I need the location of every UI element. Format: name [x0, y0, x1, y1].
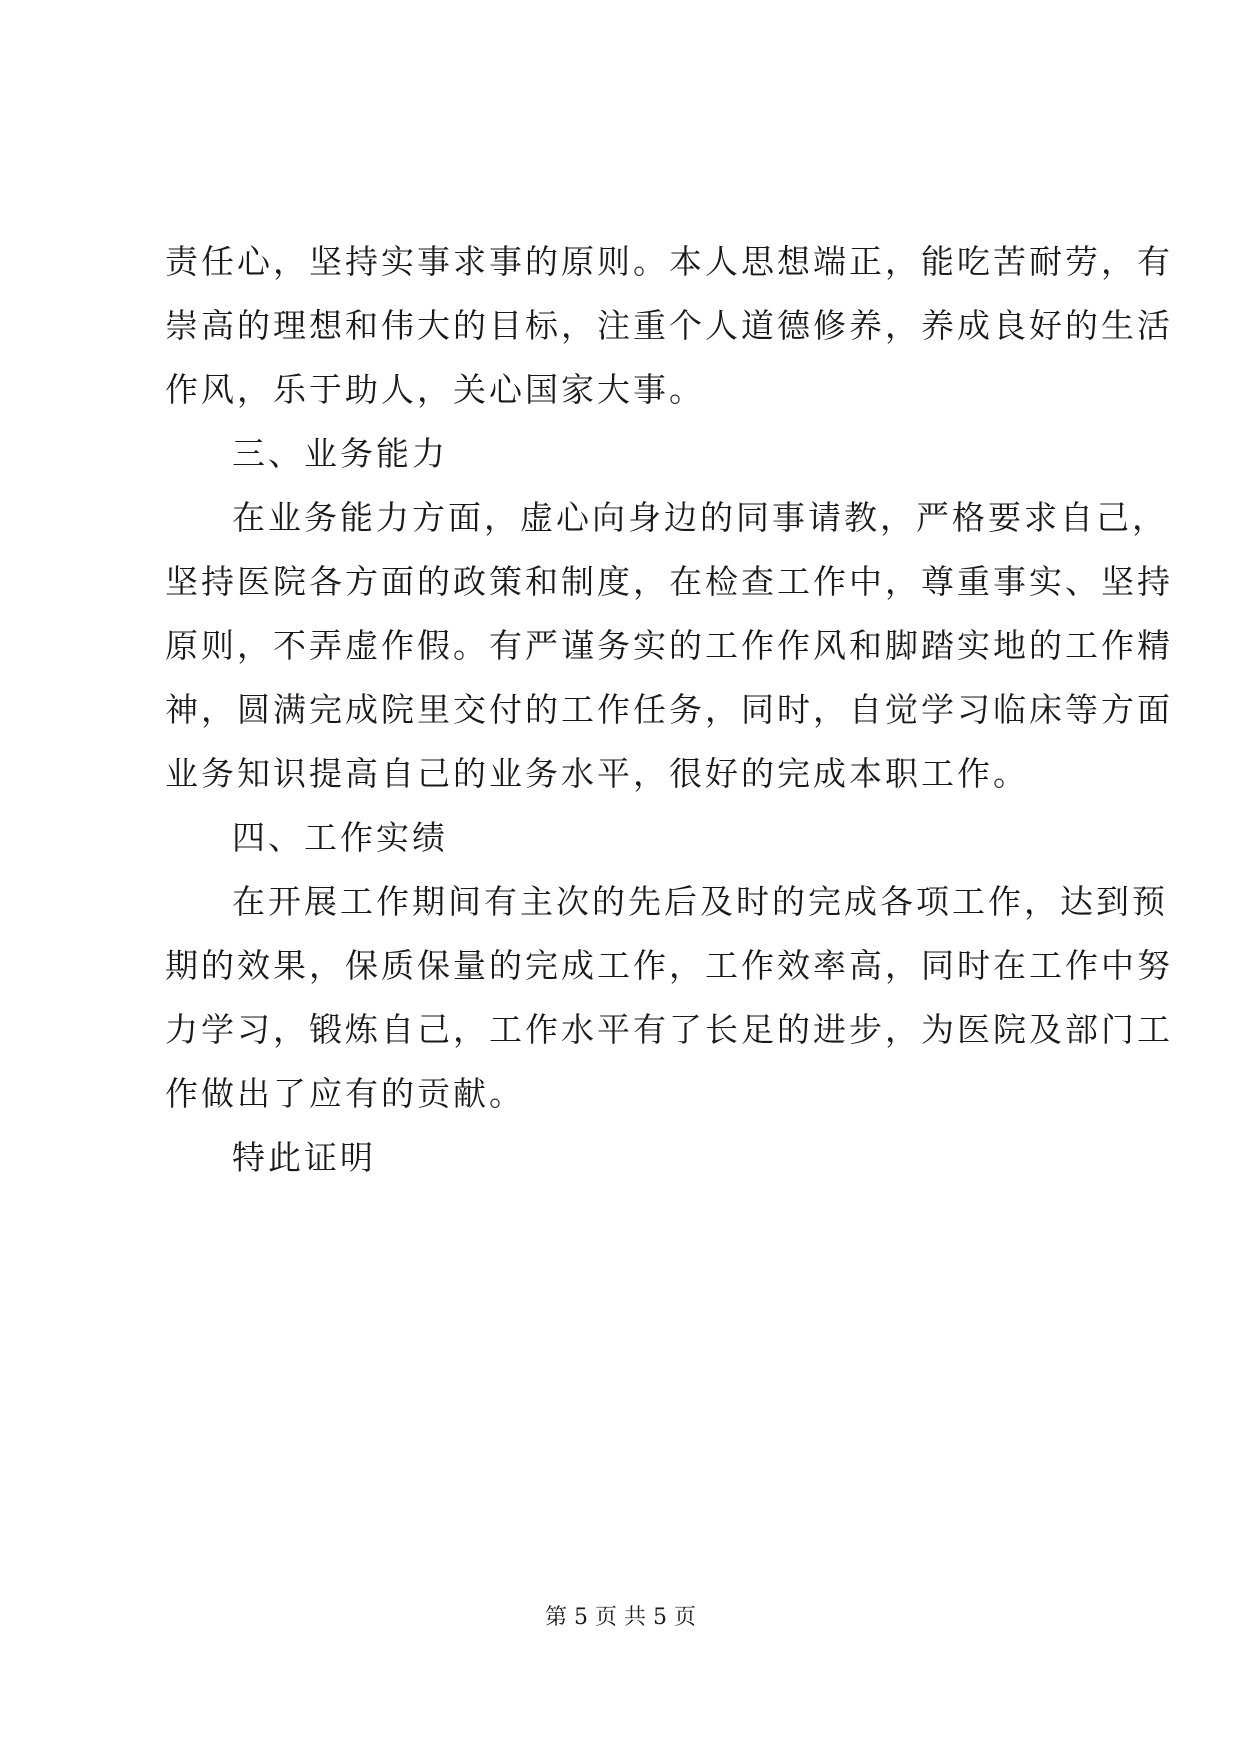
section-heading-work-performance: 四、工作实绩 — [232, 818, 448, 857]
page-footer: 第 5 页 共 5 页 — [545, 1605, 696, 1630]
body-line-6: 坚持医院各方面的政策和制度，在检查工作中，尊重事实、坚持 — [165, 562, 1173, 601]
body-line-14: 作做出了应有的贡献。 — [165, 1074, 525, 1113]
body-line-9: 业务知识提高自己的业务水平，很好的完成本职工作。 — [165, 754, 1029, 793]
body-line-12: 期的效果，保质保量的完成工作，工作效率高，同时在工作中努 — [165, 946, 1173, 985]
section-heading-business-ability: 三、业务能力 — [232, 434, 448, 473]
body-line-5: 在业务能力方面，虚心向身边的同事请教，严格要求自己， — [232, 498, 1168, 537]
body-line-3: 作风，乐于助人，关心国家大事。 — [165, 370, 705, 409]
body-line-11: 在开展工作期间有主次的先后及时的完成各项工作，达到预 — [232, 882, 1168, 921]
document-body — [165, 230, 1173, 1190]
closing-statement: 特此证明 — [232, 1138, 376, 1177]
body-line-1: 责任心，坚持实事求事的原则。本人思想端正，能吃苦耐劳，有 — [165, 242, 1173, 281]
body-line-13: 力学习，锻炼自己，工作水平有了长足的进步，为医院及部门工 — [165, 1010, 1173, 1049]
body-line-2: 崇高的理想和伟大的目标，注重个人道德修养，养成良好的生活 — [165, 306, 1173, 345]
body-line-8: 神，圆满完成院里交付的工作任务，同时，自觉学习临床等方面 — [165, 690, 1173, 729]
body-line-7: 原则，不弄虚作假。有严谨务实的工作作风和脚踏实地的工作精 — [165, 626, 1173, 665]
